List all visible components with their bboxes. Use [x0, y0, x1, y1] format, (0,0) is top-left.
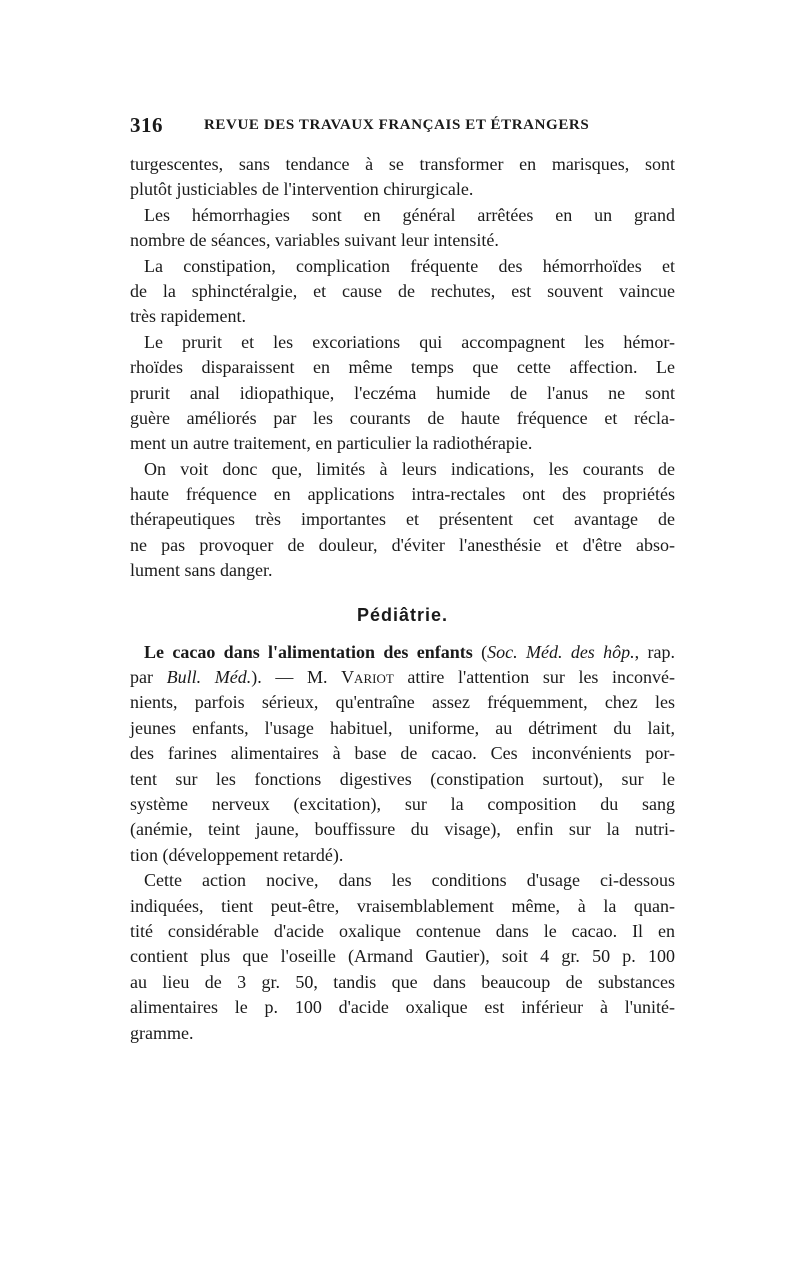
source-citation: Bull. Méd.: [166, 667, 252, 688]
text-line: (anémie, teint jaune, bouffissure du visage), enfin sur la nutri-: [130, 819, 675, 840]
text-line: des farines alimentaires à base de cacao. Ces inconvénients por-: [130, 743, 675, 764]
text-line: alimentaires le p. 100 d'acide oxalique est inférieur à l'unité-: [130, 997, 675, 1018]
text-line: lument sans danger.: [130, 560, 273, 581]
author-name: Variot: [341, 667, 394, 688]
text-fragment: ). — M.: [251, 667, 342, 688]
page-header: [130, 113, 675, 143]
text-line: turgescentes, sans tendance à se transformer en marisques, sont: [130, 154, 675, 174]
text-line: indiquées, tient peut-être, vraisemblablement même, à la quan-: [130, 895, 675, 916]
text-line: La constipation, complication fréquente des hémorrhoïdes et: [144, 255, 675, 276]
page-number: 316: [130, 113, 163, 137]
text-line: guère améliorés par les courants de haute fréquence et récla-: [130, 407, 675, 428]
text-line: haute fréquence en applications intra-rectales ont des propriétés: [130, 484, 675, 505]
text-line: tent sur les fonctions digestives (constipation surtout), sur le: [130, 768, 675, 789]
text-fragment: par: [130, 667, 167, 688]
text-line: ment un autre traitement, en particulier la radiothérapie.: [130, 433, 533, 454]
text-line: On voit donc que, limités à leurs indications, les courants de: [144, 458, 675, 479]
text-fragment: attire l'attention sur les inconvé-: [393, 667, 676, 688]
text-line: Les hémorrhagies sont en général arrêtées en un grand: [144, 204, 675, 225]
text-line: contient plus que l'oseille (Armand Gautier), soit 4 gr. 50 p. 100: [130, 946, 675, 967]
section-title: Pédiâtrie.: [356, 604, 449, 625]
text-line: Le prurit et les excoriations qui accompagnent les hémor-: [144, 331, 675, 352]
text-line: très rapidement.: [130, 306, 246, 327]
running-title: REVUE DES TRAVAUX FRANÇAIS ET ÉTRANGERS: [204, 117, 590, 133]
text-line: gramme.: [130, 1022, 194, 1043]
text-line: plutôt justiciables de l'intervention chirurgicale.: [130, 179, 474, 200]
spacer: [130, 584, 675, 600]
article-heading-line: [130, 640, 675, 665]
text-fragment: (: [472, 641, 488, 662]
body-text: [130, 152, 675, 1046]
text-line: nombre de séances, variables suivant leur intensité.: [130, 230, 499, 251]
spacer: [130, 630, 675, 640]
text-line: système nerveux (excitation), sur la composition du sang: [130, 793, 675, 814]
text-line: rhoïdes disparaissent en même temps que cette affection. Le: [130, 357, 675, 378]
text-line: ne pas provoquer de douleur, d'éviter l'anesthésie et d'être abso-: [130, 534, 675, 555]
text-line: jeunes enfants, l'usage habituel, uniforme, au détriment du lait,: [130, 717, 675, 738]
source-citation: Soc. Méd. des hôp.: [487, 641, 635, 662]
text-line: tion (développement retardé).: [130, 844, 344, 865]
text-fragment: , rap.: [634, 641, 676, 662]
text-line: prurit anal idiopathique, l'eczéma humide de l'anus ne sont: [130, 382, 675, 403]
text-line: nients, parfois sérieux, qu'entraîne assez fréquemment, chez les: [130, 692, 675, 713]
article-source-line: [130, 665, 675, 690]
text-line: de la sphinctéralgie, et cause de rechutes, est souvent vaincue: [130, 280, 675, 301]
text-line: tité considérable d'acide oxalique contenue dans le cacao. Il en: [130, 920, 675, 941]
article-title: Le cacao dans l'alimentation des enfants: [144, 641, 473, 662]
text-line: thérapeutiques très importantes et présentent cet avantage de: [130, 509, 675, 530]
text-line: Cette action nocive, dans les conditions d'usage ci-dessous: [144, 870, 675, 891]
text-line: au lieu de 3 gr. 50, tandis que dans beaucoup de substances: [130, 971, 675, 992]
